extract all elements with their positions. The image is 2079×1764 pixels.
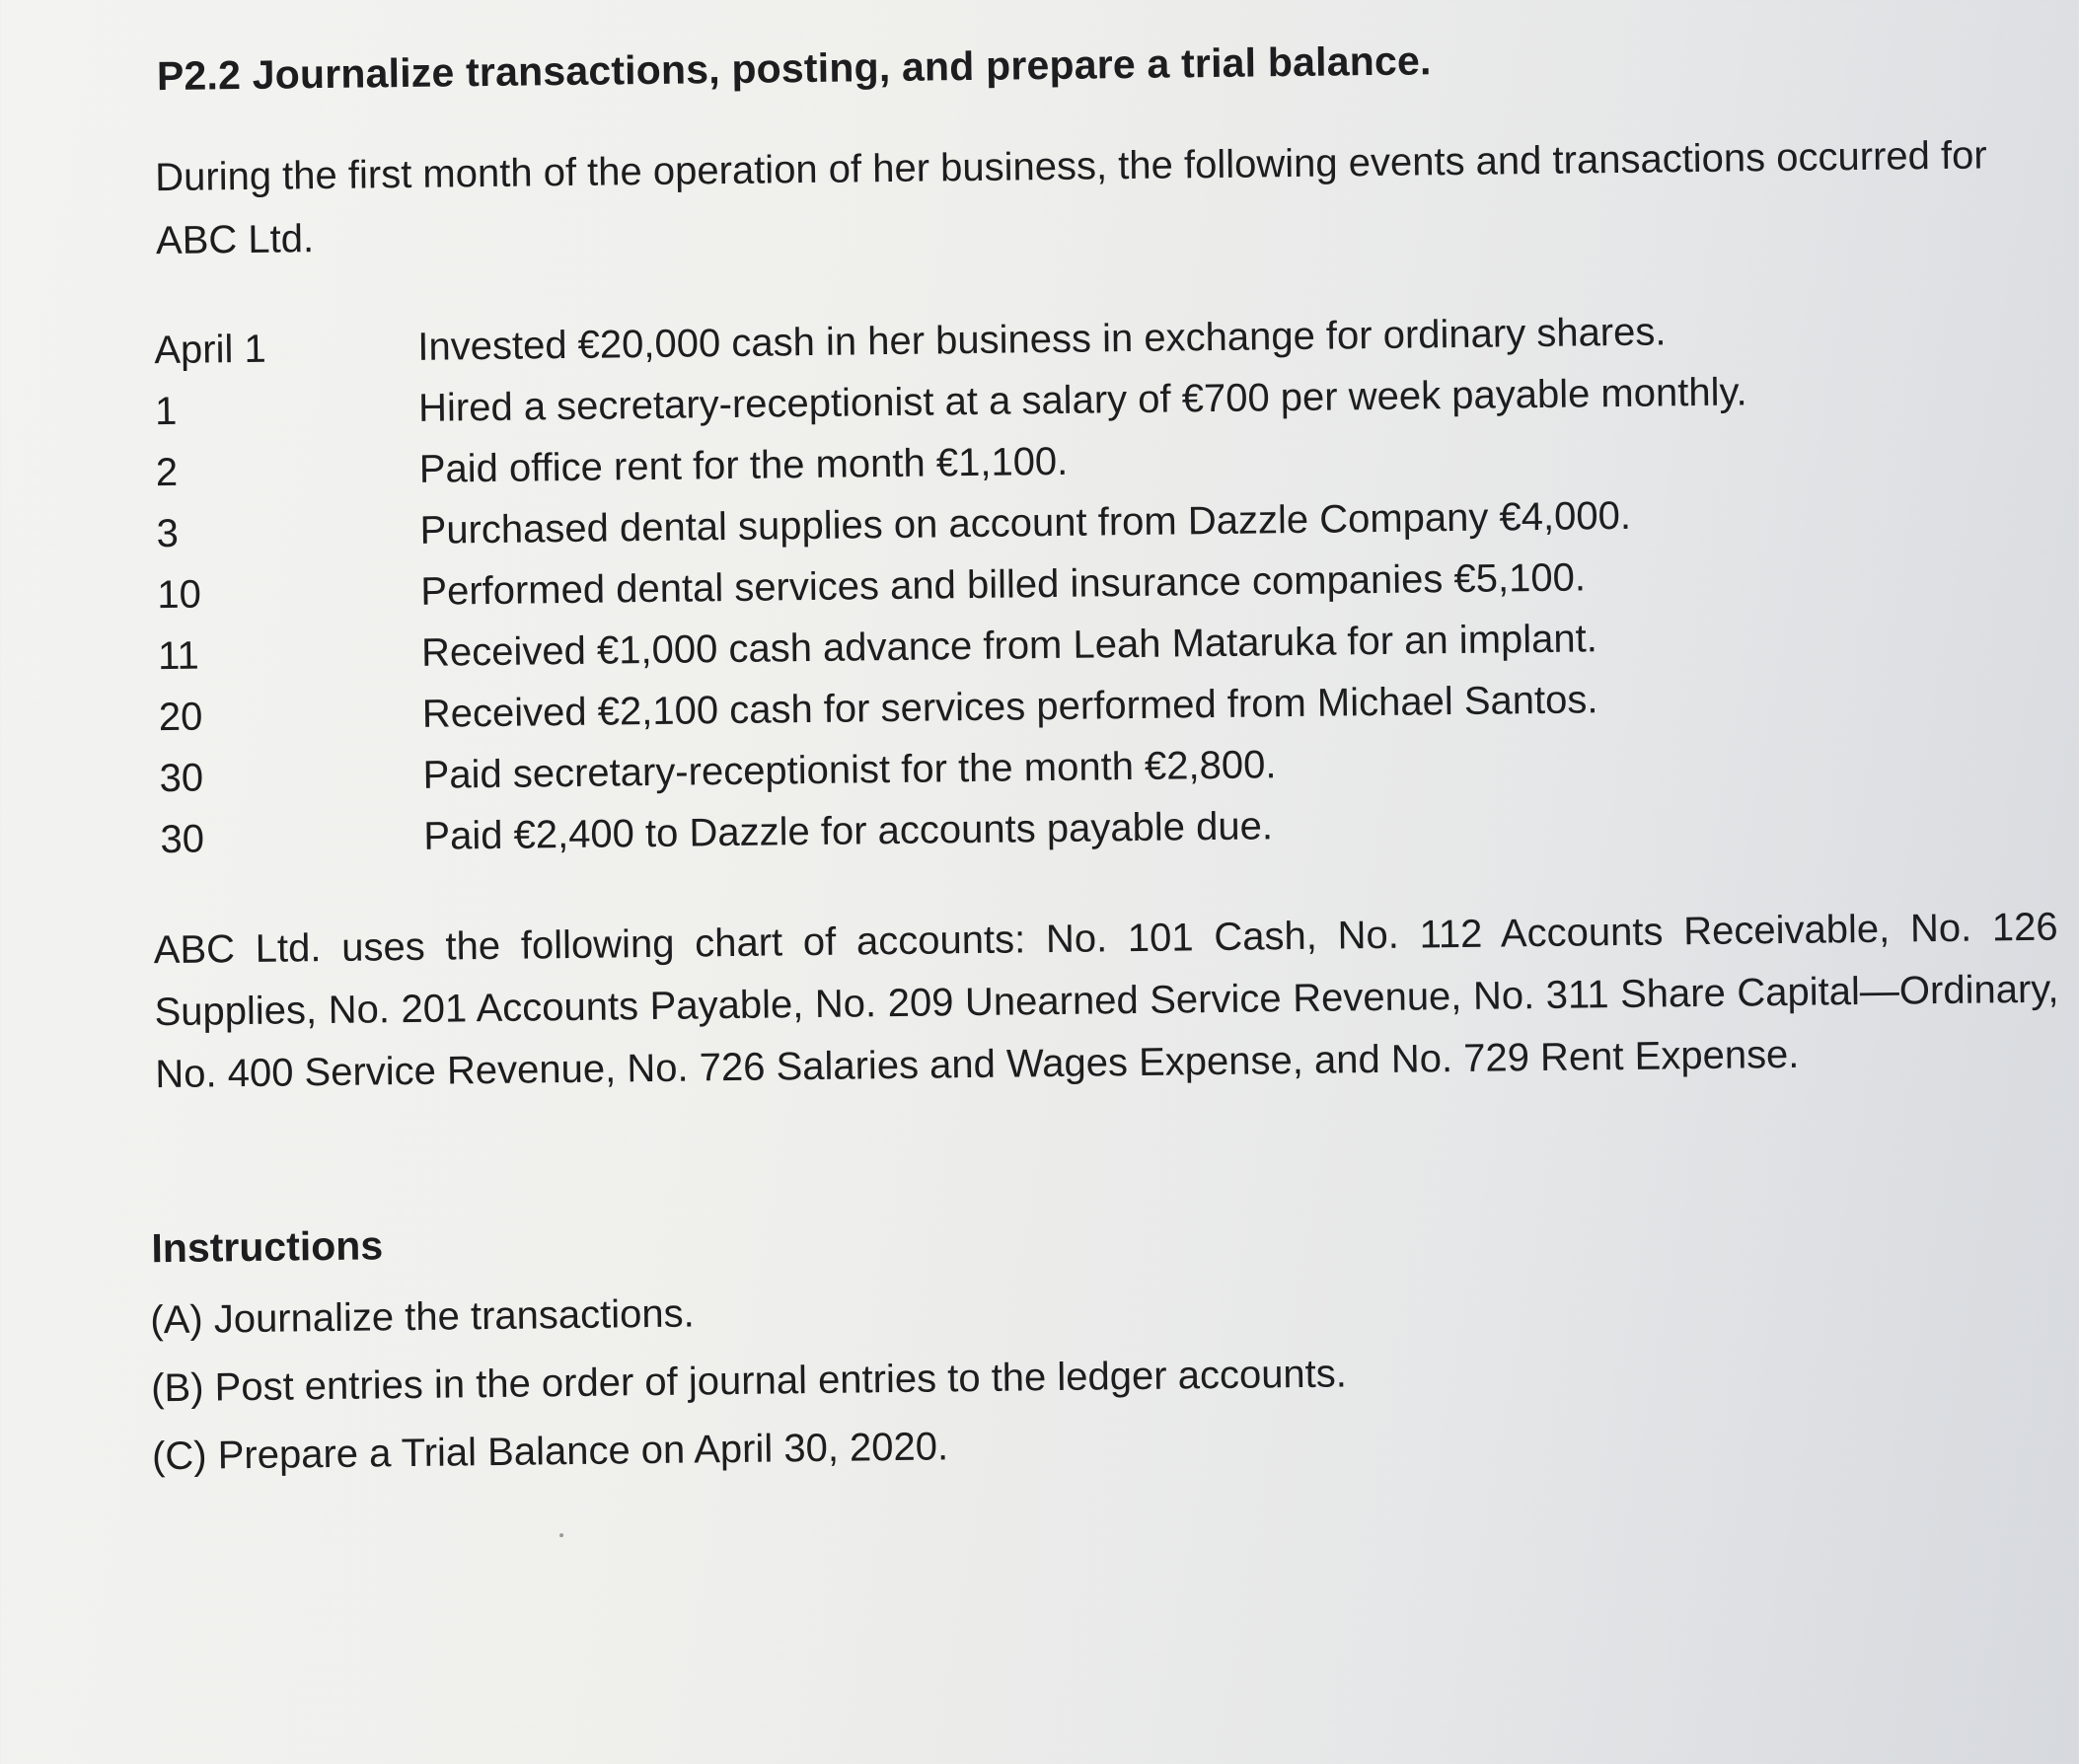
transaction-description: Hired a secretary-receptionist at a salary of €700 per week payable monthly. — [417, 369, 1747, 430]
instruction-item: (B) Post entries in the order of journal entries to the ledger accounts. — [150, 1352, 1348, 1411]
transaction-date: 2 — [155, 450, 179, 494]
chart-of-accounts-paragraph: ABC Ltd. uses the following chart of accounts: No. 101 Cash, No. 112 Accounts Receivable, No. 126 Supplies, No. 201 Accounts Payable, No. 209 Unearned Service Revenue, No. 311 Share Capital—Ordinary, No. 400 Service Revenue, No. 726 Salaries and Wages Expense, and No. 729 Rent Expense. — [153, 905, 2059, 1097]
instructions-heading: Instructions — [151, 1222, 384, 1272]
problem-title: P2.2 Journalize transactions, posting, and prepare a trial balance. — [156, 37, 1432, 100]
transaction-date: 30 — [159, 756, 204, 800]
transactions-list — [154, 300, 1752, 870]
transaction-date: 3 — [156, 511, 180, 555]
transaction-description: Received €2,100 cash for services performed from Michael Santos. — [421, 677, 1598, 736]
transaction-date: April 1 — [154, 327, 266, 372]
transaction-description: Paid office rent for the month €1,100. — [418, 439, 1069, 491]
instructions-list — [150, 1272, 1348, 1491]
transaction-description: Performed dental services and billed insurance companies €5,100. — [420, 554, 1587, 614]
transaction-description: Received €1,000 cash advance from Leah Mataruka for an implant. — [420, 616, 1598, 675]
transaction-date: 10 — [157, 572, 202, 617]
transaction-description: Purchased dental supplies on account from Dazzle Company €4,000. — [419, 493, 1632, 552]
transaction-date: 30 — [160, 817, 205, 861]
instruction-item: (A) Journalize the transactions. — [150, 1291, 695, 1343]
paper-speck — [559, 1533, 563, 1537]
intro-paragraph: During the first month of the operation of her business, the following events and transactions occurred for ABC Ltd. — [154, 133, 1987, 263]
transaction-description: Invested €20,000 cash in her business in exchange for ordinary shares. — [417, 309, 1667, 369]
transaction-date: 1 — [154, 389, 178, 433]
transaction-date: 11 — [157, 633, 199, 678]
transaction-date: 20 — [158, 695, 203, 739]
instruction-item: (C) Prepare a Trial Balance on April 30, 2020. — [151, 1425, 949, 1479]
transaction-description: Paid €2,400 to Dazzle for accounts payable due. — [423, 803, 1274, 858]
transaction-description: Paid secretary-receptionist for the month €2,800. — [422, 742, 1277, 797]
